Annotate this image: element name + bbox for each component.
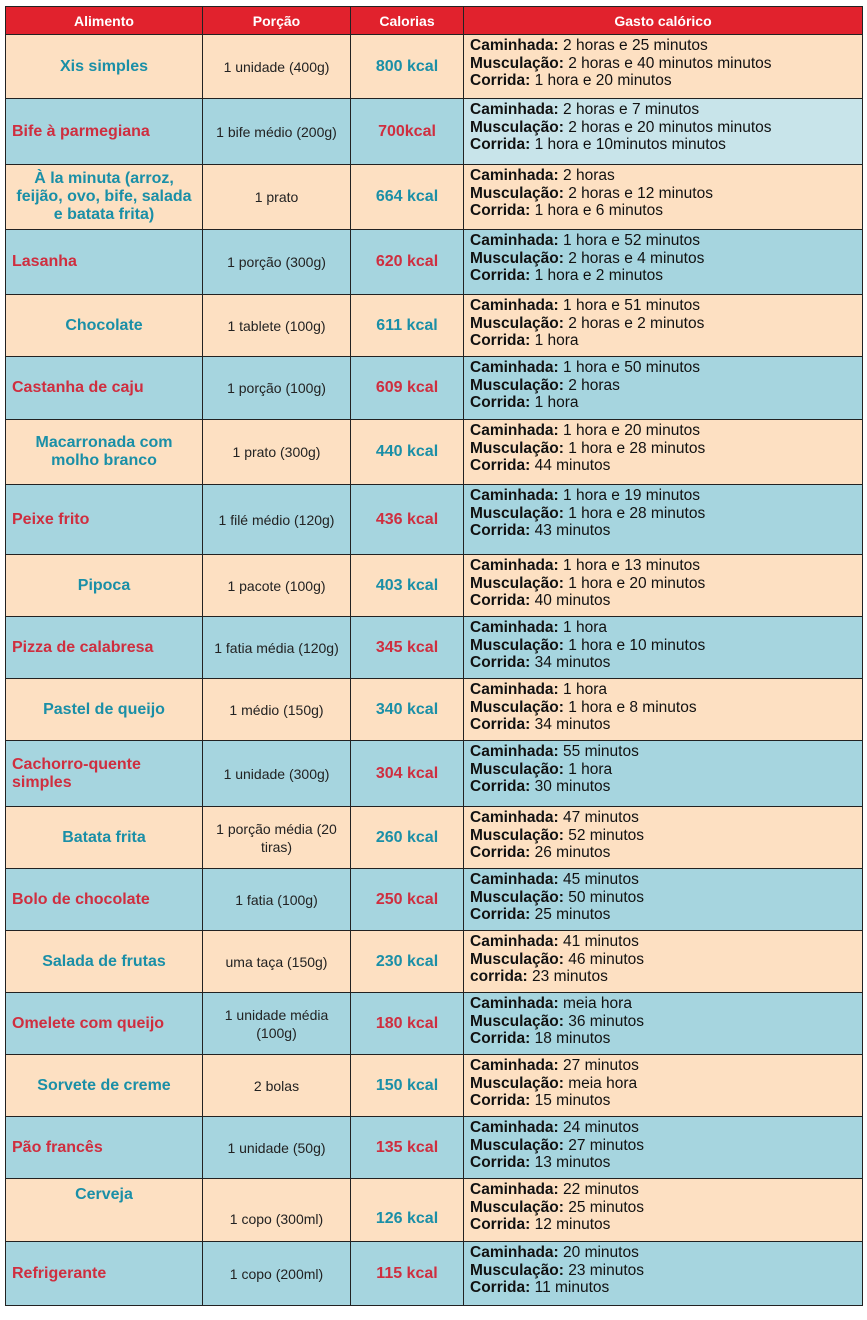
activity-label: Corrida: bbox=[470, 1279, 531, 1296]
activity-label: Musculação: bbox=[470, 54, 564, 72]
calorie-spend bbox=[464, 1242, 863, 1306]
portion: 1 unidade (400g) bbox=[203, 35, 351, 99]
table-row bbox=[6, 295, 863, 357]
activity-value: 23 minutos bbox=[563, 1261, 645, 1279]
table-row bbox=[6, 869, 863, 931]
calories: 620 kcal bbox=[351, 230, 464, 295]
activity-value: 55 minutos bbox=[558, 743, 639, 760]
activity-label: Corrida: bbox=[470, 592, 531, 609]
table-row bbox=[6, 165, 863, 230]
activity-label: Corrida: bbox=[470, 457, 531, 474]
table-row bbox=[6, 807, 863, 869]
header-calories: Calorias bbox=[351, 7, 464, 35]
calories: 115 kcal bbox=[351, 1242, 464, 1306]
activity-value: 20 minutos bbox=[558, 1244, 639, 1261]
activity-value: 50 minutos bbox=[563, 888, 645, 906]
activity-label: Corrida: bbox=[470, 136, 531, 153]
table-row bbox=[6, 679, 863, 741]
activity-label: Musculação: bbox=[470, 636, 564, 654]
activity-label: Caminhada: bbox=[470, 422, 559, 439]
activity-value: 1 hora e 10minutos minutos bbox=[530, 136, 726, 153]
calorie-spend bbox=[464, 679, 863, 741]
activity-label: Caminhada: bbox=[470, 1119, 559, 1136]
calorie-spend bbox=[464, 485, 863, 555]
activity-label: Musculação: bbox=[470, 1198, 564, 1216]
activity-label: Caminhada: bbox=[470, 37, 559, 54]
activity-label: Caminhada: bbox=[470, 1057, 559, 1074]
activity-value: 45 minutos bbox=[558, 871, 639, 888]
calorie-spend bbox=[464, 807, 863, 869]
activity-label: Musculação: bbox=[470, 574, 564, 592]
activity-value: 52 minutos bbox=[563, 826, 645, 844]
activity-label: Corrida: bbox=[470, 267, 531, 284]
activity-value: 2 horas bbox=[563, 376, 620, 394]
activity-value: 15 minutos bbox=[530, 1092, 611, 1109]
food-name: Salada de frutas bbox=[6, 931, 203, 993]
activity-value: 1 hora e 20 minutos bbox=[558, 422, 701, 439]
activity-label: Corrida: bbox=[470, 1092, 531, 1109]
activity-label: Corrida: bbox=[470, 906, 531, 923]
calorie-spend bbox=[464, 1055, 863, 1117]
calories: 440 kcal bbox=[351, 420, 464, 485]
table-row bbox=[6, 99, 863, 165]
activity-value: 1 hora bbox=[558, 681, 607, 698]
activity-label: corrida: bbox=[470, 968, 528, 985]
calorie-spend bbox=[464, 165, 863, 230]
activity-label: Caminhada: bbox=[470, 1244, 559, 1261]
table-row bbox=[6, 485, 863, 555]
activity-label: Corrida: bbox=[470, 1154, 531, 1171]
activity-value: 1 hora bbox=[563, 760, 613, 778]
food-name: Bife à parmegiana bbox=[6, 99, 203, 165]
activity-value: 2 horas e 4 minutos bbox=[563, 249, 705, 267]
activity-value: 43 minutos bbox=[530, 522, 611, 539]
activity-label: Musculação: bbox=[470, 1074, 564, 1092]
calorie-spend bbox=[464, 869, 863, 931]
activity-value: 1 hora e 20 minutos bbox=[563, 574, 706, 592]
calorie-spend bbox=[464, 993, 863, 1055]
activity-value: 25 minutos bbox=[530, 906, 611, 923]
portion: 1 porção (300g) bbox=[203, 230, 351, 295]
activity-value: 1 hora e 19 minutos bbox=[558, 487, 701, 504]
food-name: Bolo de chocolate bbox=[6, 869, 203, 931]
activity-label: Corrida: bbox=[470, 522, 531, 539]
activity-value: 2 horas e 12 minutos bbox=[563, 184, 713, 202]
calorie-table bbox=[5, 6, 863, 1306]
activity-value: 40 minutos bbox=[530, 592, 611, 609]
activity-value: 2 horas e 7 minutos bbox=[558, 101, 700, 118]
table-row bbox=[6, 1117, 863, 1179]
activity-label: Caminhada: bbox=[470, 743, 559, 760]
calorie-spend bbox=[464, 741, 863, 807]
activity-value: 46 minutos bbox=[563, 950, 645, 968]
activity-value: 27 minutos bbox=[563, 1136, 645, 1154]
calories: 304 kcal bbox=[351, 741, 464, 807]
calorie-spend bbox=[464, 931, 863, 993]
calorie-spend bbox=[464, 230, 863, 295]
header-spend: Gasto calórico bbox=[464, 7, 863, 35]
activity-value: 18 minutos bbox=[530, 1030, 611, 1047]
activity-value: 30 minutos bbox=[530, 778, 611, 795]
calories: 230 kcal bbox=[351, 931, 464, 993]
calories: 403 kcal bbox=[351, 555, 464, 617]
activity-value: 24 minutos bbox=[558, 1119, 639, 1136]
activity-label: Musculação: bbox=[470, 184, 564, 202]
table-row bbox=[6, 230, 863, 295]
portion: 1 filé médio (120g) bbox=[203, 485, 351, 555]
activity-label: Corrida: bbox=[470, 332, 531, 349]
activity-value: 1 hora bbox=[530, 332, 579, 349]
table-header-row bbox=[6, 7, 863, 35]
food-name: Pastel de queijo bbox=[6, 679, 203, 741]
food-name: Sorvete de creme bbox=[6, 1055, 203, 1117]
activity-value: 2 horas e 2 minutos bbox=[563, 314, 705, 332]
activity-label: Caminhada: bbox=[470, 619, 559, 636]
table-row bbox=[6, 931, 863, 993]
calories: 345 kcal bbox=[351, 617, 464, 679]
activity-value: 41 minutos bbox=[558, 933, 639, 950]
food-name: Pão francês bbox=[6, 1117, 203, 1179]
table-row bbox=[6, 1179, 863, 1242]
activity-value: 1 hora e 13 minutos bbox=[558, 557, 701, 574]
food-name: Macarronada com molho branco bbox=[6, 420, 203, 485]
portion: 1 tablete (100g) bbox=[203, 295, 351, 357]
calories: 180 kcal bbox=[351, 993, 464, 1055]
activity-value: 1 hora e 8 minutos bbox=[563, 698, 697, 716]
activity-label: Caminhada: bbox=[470, 995, 559, 1012]
activity-label: Caminhada: bbox=[470, 101, 559, 118]
calorie-spend bbox=[464, 357, 863, 420]
food-name: Refrigerante bbox=[6, 1242, 203, 1306]
calories: 609 kcal bbox=[351, 357, 464, 420]
activity-label: Corrida: bbox=[470, 654, 531, 671]
activity-label: Caminhada: bbox=[470, 1181, 559, 1198]
activity-label: Musculação: bbox=[470, 888, 564, 906]
portion: uma taça (150g) bbox=[203, 931, 351, 993]
calories: 150 kcal bbox=[351, 1055, 464, 1117]
activity-label: Corrida: bbox=[470, 778, 531, 795]
activity-value: 27 minutos bbox=[558, 1057, 639, 1074]
activity-label: Musculação: bbox=[470, 118, 564, 136]
activity-label: Caminhada: bbox=[470, 557, 559, 574]
calorie-spend bbox=[464, 99, 863, 165]
food-name: À la minuta (arroz, feijão, ovo, bife, salada e batata frita) bbox=[6, 165, 203, 230]
table-row bbox=[6, 357, 863, 420]
portion: 2 bolas bbox=[203, 1055, 351, 1117]
calories: 800 kcal bbox=[351, 35, 464, 99]
activity-label: Corrida: bbox=[470, 716, 531, 733]
activity-label: Musculação: bbox=[470, 504, 564, 522]
activity-label: Musculação: bbox=[470, 950, 564, 968]
activity-label: Musculação: bbox=[470, 376, 564, 394]
food-name: Cachorro-quente simples bbox=[6, 741, 203, 807]
food-name: Cerveja bbox=[6, 1179, 203, 1242]
activity-value: 1 hora bbox=[530, 394, 579, 411]
portion: 1 porção (100g) bbox=[203, 357, 351, 420]
portion: 1 médio (150g) bbox=[203, 679, 351, 741]
food-name: Pizza de calabresa bbox=[6, 617, 203, 679]
table-row bbox=[6, 420, 863, 485]
activity-value: 22 minutos bbox=[558, 1181, 639, 1198]
activity-label: Musculação: bbox=[470, 698, 564, 716]
food-name: Pipoca bbox=[6, 555, 203, 617]
activity-label: Musculação: bbox=[470, 1261, 564, 1279]
food-name: Castanha de caju bbox=[6, 357, 203, 420]
activity-label: Musculação: bbox=[470, 1136, 564, 1154]
activity-value: 1 hora e 50 minutos bbox=[558, 359, 701, 376]
portion: 1 prato (300g) bbox=[203, 420, 351, 485]
calorie-spend bbox=[464, 1179, 863, 1242]
calories: 436 kcal bbox=[351, 485, 464, 555]
activity-label: Corrida: bbox=[470, 72, 531, 89]
activity-label: Musculação: bbox=[470, 826, 564, 844]
activity-value: 1 hora bbox=[558, 619, 607, 636]
calorie-spend bbox=[464, 617, 863, 679]
activity-value: 36 minutos bbox=[563, 1012, 645, 1030]
portion: 1 bife médio (200g) bbox=[203, 99, 351, 165]
activity-value: 2 horas bbox=[558, 167, 615, 184]
activity-label: Caminhada: bbox=[470, 167, 559, 184]
activity-value: 13 minutos bbox=[530, 1154, 611, 1171]
activity-value: 23 minutos bbox=[527, 968, 608, 985]
portion: 1 fatia média (120g) bbox=[203, 617, 351, 679]
activity-value: 11 minutos bbox=[530, 1279, 610, 1296]
calorie-spend bbox=[464, 1117, 863, 1179]
activity-label: Caminhada: bbox=[470, 297, 559, 314]
food-name: Lasanha bbox=[6, 230, 203, 295]
activity-label: Corrida: bbox=[470, 202, 531, 219]
activity-label: Caminhada: bbox=[470, 487, 559, 504]
food-name: Xis simples bbox=[6, 35, 203, 99]
activity-label: Musculação: bbox=[470, 249, 564, 267]
activity-label: Musculação: bbox=[470, 760, 564, 778]
activity-value: 2 horas e 25 minutos bbox=[558, 37, 708, 54]
portion: 1 fatia (100g) bbox=[203, 869, 351, 931]
activity-value: 1 hora e 51 minutos bbox=[558, 297, 701, 314]
portion: 1 unidade média (100g) bbox=[203, 993, 351, 1055]
activity-value: 34 minutos bbox=[530, 716, 611, 733]
table-row bbox=[6, 35, 863, 99]
activity-value: 1 hora e 10 minutos bbox=[563, 636, 706, 654]
activity-value: 25 minutos bbox=[563, 1198, 645, 1216]
table-row bbox=[6, 993, 863, 1055]
table-row bbox=[6, 1055, 863, 1117]
calories: 126 kcal bbox=[351, 1179, 464, 1242]
food-name: Peixe frito bbox=[6, 485, 203, 555]
activity-label: Musculação: bbox=[470, 314, 564, 332]
activity-value: meia hora bbox=[563, 1074, 638, 1092]
activity-value: 1 hora e 28 minutos bbox=[563, 504, 706, 522]
header-food: Alimento bbox=[6, 7, 203, 35]
activity-label: Corrida: bbox=[470, 1030, 531, 1047]
activity-value: 1 hora e 6 minutos bbox=[530, 202, 663, 219]
table-row bbox=[6, 617, 863, 679]
calories: 611 kcal bbox=[351, 295, 464, 357]
activity-value: 34 minutos bbox=[530, 654, 611, 671]
activity-value: 44 minutos bbox=[530, 457, 611, 474]
activity-label: Caminhada: bbox=[470, 871, 559, 888]
portion: 1 copo (200ml) bbox=[203, 1242, 351, 1306]
activity-value: 1 hora e 20 minutos bbox=[530, 72, 672, 89]
calories: 700kcal bbox=[351, 99, 464, 165]
activity-value: 12 minutos bbox=[530, 1216, 611, 1233]
calories: 260 kcal bbox=[351, 807, 464, 869]
table-row bbox=[6, 741, 863, 807]
food-name: Omelete com queijo bbox=[6, 993, 203, 1055]
calorie-spend bbox=[464, 420, 863, 485]
activity-value: 2 horas e 20 minutos minutos bbox=[563, 118, 772, 136]
portion: 1 unidade (300g) bbox=[203, 741, 351, 807]
food-name: Batata frita bbox=[6, 807, 203, 869]
calorie-spend bbox=[464, 35, 863, 99]
food-name: Chocolate bbox=[6, 295, 203, 357]
activity-value: 1 hora e 52 minutos bbox=[558, 232, 701, 249]
calories: 664 kcal bbox=[351, 165, 464, 230]
activity-value: 1 hora e 28 minutos bbox=[563, 439, 706, 457]
activity-label: Caminhada: bbox=[470, 359, 559, 376]
calorie-spend bbox=[464, 295, 863, 357]
calories: 250 kcal bbox=[351, 869, 464, 931]
activity-label: Caminhada: bbox=[470, 809, 559, 826]
activity-value: 2 horas e 40 minutos minutos bbox=[563, 54, 772, 72]
activity-label: Caminhada: bbox=[470, 933, 559, 950]
activity-label: Musculação: bbox=[470, 439, 564, 457]
activity-value: 47 minutos bbox=[558, 809, 639, 826]
table-row bbox=[6, 555, 863, 617]
portion: 1 prato bbox=[203, 165, 351, 230]
activity-label: Corrida: bbox=[470, 394, 531, 411]
activity-label: Musculação: bbox=[470, 1012, 564, 1030]
portion: 1 unidade (50g) bbox=[203, 1117, 351, 1179]
activity-value: 26 minutos bbox=[530, 844, 611, 861]
activity-label: Corrida: bbox=[470, 1216, 531, 1233]
portion: 1 porção média (20 tiras) bbox=[203, 807, 351, 869]
activity-label: Corrida: bbox=[470, 844, 531, 861]
activity-value: 1 hora e 2 minutos bbox=[530, 267, 663, 284]
activity-label: Caminhada: bbox=[470, 232, 559, 249]
portion: 1 copo (300ml) bbox=[203, 1179, 351, 1242]
header-portion: Porção bbox=[203, 7, 351, 35]
activity-value: meia hora bbox=[558, 995, 632, 1012]
calorie-spend bbox=[464, 555, 863, 617]
calories: 135 kcal bbox=[351, 1117, 464, 1179]
table-row bbox=[6, 1242, 863, 1306]
portion: 1 pacote (100g) bbox=[203, 555, 351, 617]
calories: 340 kcal bbox=[351, 679, 464, 741]
activity-label: Caminhada: bbox=[470, 681, 559, 698]
